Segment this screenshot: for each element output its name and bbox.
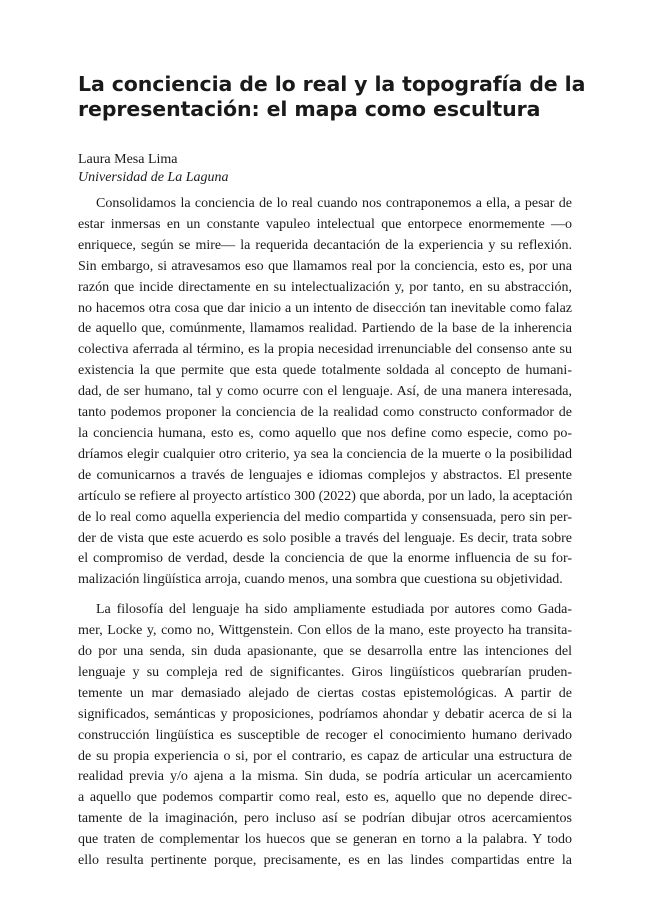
article-title: La conciencia de lo real y la topografía de la representación: el mapa como escultura [78, 72, 586, 121]
paragraph-line: mer, Locke y, como no, Wittgenstein. Con ellos de la mano, este proyecto ha transita- [78, 623, 572, 639]
paragraph-line: dad, de ser humano, tal y como ocurre con el lenguaje. Así, de una manera interesada, [78, 384, 572, 400]
paragraph-line: dríamos elegir cualquier otro criterio, ya sea la conciencia de la muerte o la posibilidad [78, 446, 572, 462]
paragraph-line: ello resulta pertinente porque, precisamente, es en las lindes compartidas entre la [78, 853, 572, 869]
paragraph-line: de comunicarnos a través de lenguajes e idiomas complejos y abstractos. El presente [78, 467, 572, 483]
paragraph-line: La filosofía del lenguaje ha sido ampliamente estudiada por autores como Gada- [96, 602, 572, 618]
article-body [78, 194, 572, 872]
paragraph-line: lenguaje y su compleja red de significantes. Giros lingüísticos quebrarían pruden- [78, 664, 572, 680]
author-name: Laura Mesa Lima [78, 152, 178, 167]
paragraph-line: realidad previa y/o ajena a la misma. Sin duda, se podría articular un acercamiento [78, 769, 572, 785]
author-affiliation: Universidad de La Laguna [78, 170, 229, 185]
paragraph-line: colectiva aferrada al término, es la propia necesidad irrenunciable del consenso ante su [78, 342, 572, 358]
paragraph-line: enriquece, según se mire— la requerida decantación de la experiencia y su reflexión. [78, 237, 572, 253]
paragraph-line: malización lingüística arroja, cuando menos, una sombra que cuestiona su objetividad. [78, 572, 563, 588]
paragraph-line: de aquello que, comúnmente, llamamos realidad. Partiendo de la base de la inherencia [78, 321, 572, 337]
body-paragraph [78, 600, 572, 872]
paragraph-line: Sin embargo, si atravesamos eso que llamamos real por la conciencia, esto es, por una [78, 258, 572, 274]
paragraph-line: temente un mar demasiado alejado de ciertas costas epistemológicas. A partir de [78, 685, 572, 701]
paragraph-line: existencia la que permite que esta quede totalmente soldada al concepto de humani- [78, 363, 572, 379]
paragraph-line: a aquello que podemos compartir como real, esto es, aquello que no depende direc- [78, 790, 572, 806]
paragraph-line: la conciencia humana, esto es, como aquello que nos define como especie, como po- [78, 425, 572, 441]
paragraph-line: construcción lingüística es susceptible de recoger el conocimiento humano derivado [78, 727, 572, 743]
paragraph-line: der de vista que este acuerdo es solo posible a través del lenguaje. Es decir, trata sobre [78, 530, 572, 546]
body-paragraph [78, 194, 572, 591]
paragraph-line: el compromiso de verdad, desde la conciencia de que la enorme influencia de su for- [78, 551, 572, 567]
paragraph-line: tanto podemos proponer la conciencia de la realidad como constructo conformador de [78, 405, 572, 421]
paragraph-line: que traten de complementar los huecos que se generan en torno a la palabra. Y todo [78, 832, 572, 848]
paragraph-line: artículo se refiere al proyecto artístico 300 (2022) que aborda, por un lado, la aceptación [78, 488, 573, 504]
paragraph-line: tamente de la imaginación, pero incluso así se podrían dibujar otros acercamientos [78, 811, 572, 827]
paragraph-line: do por una senda, sin duda apasionante, que se desarrolla entre las intenciones del [78, 644, 572, 660]
paragraph-line: significados, semánticas y proposiciones, podríamos ahondar y debatir acerca de si la [78, 706, 572, 722]
paragraph-line: razón que incide directamente en su intelectualización y, por tanto, en su abstracción, [78, 279, 572, 295]
paragraph-line: estar inmersas en un constante vapuleo intelectual que entorpece enormemente —o [78, 216, 572, 232]
paragraph-line: no hacemos otra cosa que dar inicio a un intento de disección tan inevitable como falaz [78, 300, 572, 316]
paragraph-line: de su propia experiencia o si, por el contrario, es capaz de articular una estructura de [78, 748, 572, 764]
paragraph-line: de lo real como aquella experiencia del medio compartida y consensuada, pero sin per- [78, 509, 572, 525]
paragraph-line: Consolidamos la conciencia de lo real cuando nos contraponemos a ella, a pesar de [96, 196, 572, 211]
